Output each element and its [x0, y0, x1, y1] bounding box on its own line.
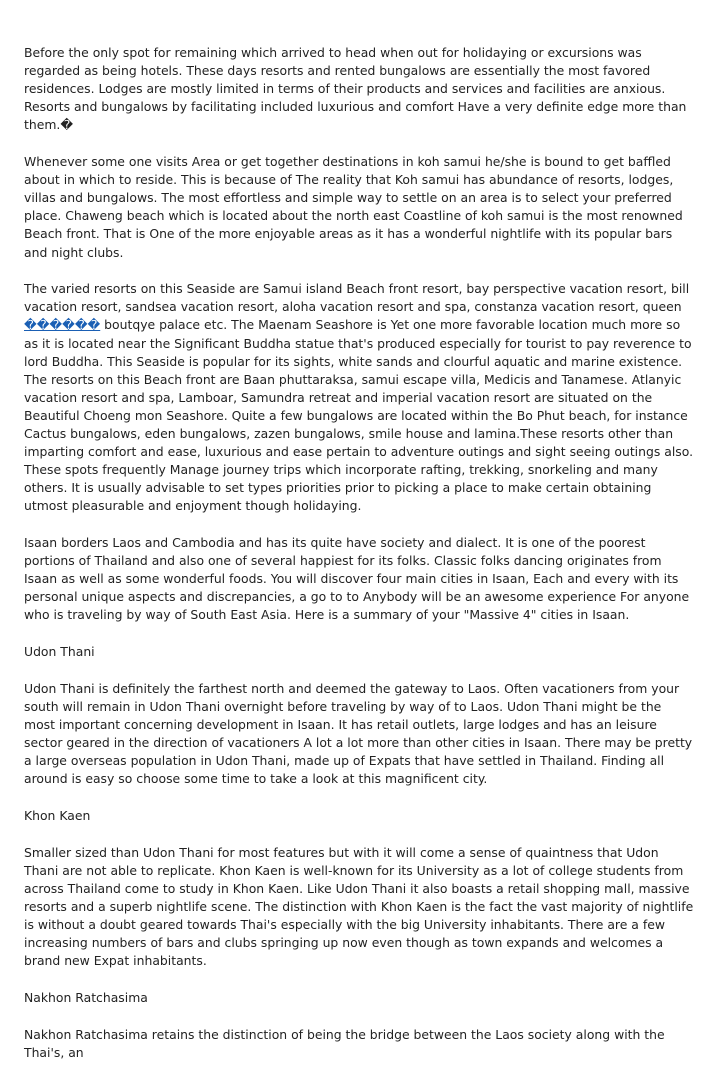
- inline-link[interactable]: ������: [24, 317, 101, 333]
- section-heading-khon-kaen: Khon Kaen: [24, 807, 91, 823]
- document-body: [24, 44, 696, 1080]
- paragraph-isaan: Isaan borders Laos and Cambodia and has its quite have society and dialect. It is one of the poorest portions of Thailand and also one of several happiest for its folks. Classic folks dancing originates from Isaan as well as some wonderful foods. You will discover four main cities in Isaan, Each and every with its personal unique aspects and discrepancies, a go to to Anybody will be an awesome experience For anyone who is traveling by way of South East Asia. Here is a summary of your "Massive 4" cities in Isaan.: [24, 535, 690, 623]
- paragraph-resorts-text-end: boutqye palace etc. The Maenam Seashore is Yet one more favorable location much more so as it is located near the Significant Buddha statue that's produced especially for tourist to pay reverence to lord Buddha. This Seaside is popular for its sights, white sands and clourful aquatic and marine existence. The resorts on this Beach front are Baan phuttaraksa, samui escape villa, Medicis and Tanamese. Atlanyic vacation resort and spa, Lamboar, Samundra retreat and imperial vacation resort are situated on the Beautiful Choeng mon Seashore. Quite a few bungalows are located within the Bo Phut beach, for instance Cactus bungalows, eden bungalows, zazen bungalows, smile house and lamina.These resorts other than imparting comfort and ease, luxurious and ease pertain to adventure outings and sight seeing outings also. These spots frequently Manage journey trips which incorporate rafting, trekking, snorkeling and many others. It is usually advisable to set types priorities prior to picking a place to make certain obtaining utmost pleasurable and enjoyment though holidaying.: [24, 317, 694, 514]
- paragraph-koh-samui: Whenever some one visits Area or get together destinations in koh samui he/she is bound to get baffled about in which to reside. This is because of The reality that Koh samui has abundance of resorts, lodges, villas and bungalows. The most effortless and simple way to settle on an area is to select your preferred place. Chaweng beach which is located about the north east Coastline of koh samui is the most renowned Beach front. That is One of the more enjoyable areas as it has a wonderful nightlife with its popular bars and night clubs.: [24, 154, 683, 260]
- paragraph-resorts: [24, 280, 696, 515]
- paragraph-nakhon-ratchasima: Nakhon Ratchasima retains the distinction of being the bridge between the Laos society along with the Thai's, an: [24, 1026, 665, 1060]
- section-heading-udon-thani: Udon Thani: [24, 644, 95, 660]
- paragraph-resorts-text-start: The varied resorts on this Seaside are Samui island Beach front resort, bay perspective vacation resort, bill vacation resort, sandsea vacation resort, aloha vacation resort and spa, constanza vacation resort, queen: [24, 281, 690, 315]
- paragraph-hotels-intro: Before the only spot for remaining which arrived to head when out for holidaying or excursions was regarded as being hotels. These days resorts and rented bungalows are essentially the most favored residences. Lodges are mostly limited in terms of their products and services and facilities are anxious. Resorts and bungalows by facilitating included luxurious and comfort Have a very definite edge more than them.�: [24, 45, 687, 133]
- paragraph-khon-kaen: Smaller sized than Udon Thani for most features but with it will come a sense of quaintness that Udon Thani are not able to replicate. Khon Kaen is well-known for its University as a lot of college students from across Thailand come to study in Khon Kaen. Like Udon Thani it also boasts a retail shopping mall, massive resorts and a superb nightlife scene. The distinction with Khon Kaen is the fact the vast majority of nightlife is without a doubt geared towards Thai's especially with the big University inhabitants. There are a few increasing numbers of bars and clubs springing up now even though as town expands and welcomes a brand new Expat inhabitants.: [24, 844, 694, 969]
- paragraph-udon-thani: Udon Thani is definitely the farthest north and deemed the gateway to Laos. Often vacationers from your south will remain in Udon Thani overnight before traveling by way of to Laos. Udon Thani might be the most important concerning development in Isaan. It has retail outlets, large lodges and has an leisure sector geared in the direction of vacationers A lot a lot more than other cities in Isaan. There may be pretty a large overseas population in Udon Thani, made up of Expats that have settled in Thailand. Finding all around is easy so choose some time to take a look at this magnificent city.: [24, 680, 693, 787]
- section-heading-nakhon-ratchasima: Nakhon Ratchasima: [24, 989, 148, 1005]
